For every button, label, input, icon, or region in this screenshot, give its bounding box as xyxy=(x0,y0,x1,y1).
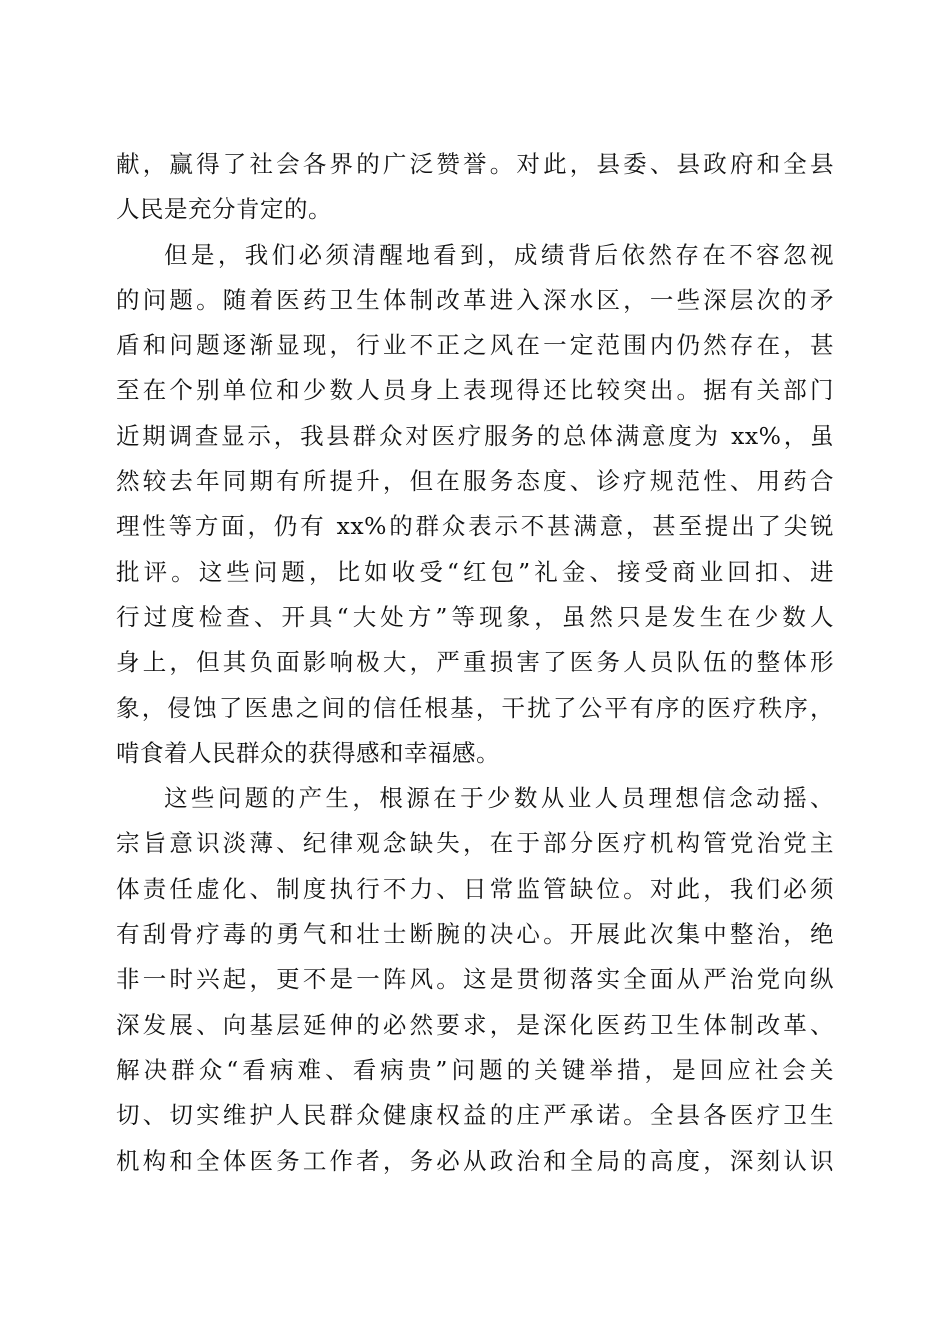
text-line: 深发展、向基层延伸的必然要求，是深化医药卫生体制改革、 xyxy=(116,1010,834,1039)
text-line: 啃食着人民群众的获得感和幸福感。 xyxy=(116,738,500,767)
text-line: 宗旨意识淡薄、纪律观念缺失，在于部分医疗机构管党治党主 xyxy=(116,829,834,858)
text-line: 批评。这些问题，比如收受“红包”礼金、接受商业回扣、进 xyxy=(116,557,834,586)
text-line: 解决群众“看病难、看病贵”问题的关键举措，是回应社会关 xyxy=(116,1055,834,1084)
text-line: 体责任虚化、制度执行不力、日常监管缺位。对此，我们必须 xyxy=(116,874,834,903)
text-line: 然较去年同期有所提升，但在服务态度、诊疗规范性、用药合 xyxy=(116,467,834,496)
text-line: 机构和全体医务工作者，务必从政治和全局的高度，深刻认识 xyxy=(116,1146,834,1175)
text-line: 至在个别单位和少数人员身上表现得还比较突出。据有关部门 xyxy=(116,376,834,405)
text-line: 象，侵蚀了医患之间的信任根基，干扰了公平有序的医疗秩序， xyxy=(116,693,834,722)
text-line: 身上，但其负面影响极大，严重损害了医务人员队伍的整体形 xyxy=(116,648,834,677)
text-line: 理性等方面，仍有 xx%的群众表示不甚满意，甚至提出了尖锐 xyxy=(116,512,834,541)
text-line: 行过度检查、开具“大处方”等现象，虽然只是发生在少数人 xyxy=(116,602,834,631)
text-line: 的问题。随着医药卫生体制改革进入深水区，一些深层次的矛 xyxy=(116,285,834,314)
text-line: 非一时兴起，更不是一阵风。这是贯彻落实全面从严治党向纵 xyxy=(116,965,834,994)
text-line: 切、切实维护人民群众健康权益的庄严承诺。全县各医疗卫生 xyxy=(116,1101,834,1130)
text-line: 献，赢得了社会各界的广泛赞誉。对此，县委、县政府和全县 xyxy=(116,150,834,178)
paragraph-start-line: 但是，我们必须清醒地看到，成绩背后依然存在不容忽视 xyxy=(164,240,834,269)
paragraph-start-line: 这些问题的产生，根源在于少数从业人员理想信念动摇、 xyxy=(164,784,834,813)
text-line: 人民是充分肯定的。 xyxy=(116,195,332,224)
document-body xyxy=(116,142,834,1184)
text-line: 有刮骨疗毒的勇气和壮士断腕的决心。开展此次集中整治，绝 xyxy=(116,920,834,949)
text-line: 盾和问题逐渐显现，行业不正之风在一定范围内仍然存在，甚 xyxy=(116,331,834,360)
text-line: 近期调查显示，我县群众对医疗服务的总体满意度为 xx%，虽 xyxy=(116,421,834,450)
